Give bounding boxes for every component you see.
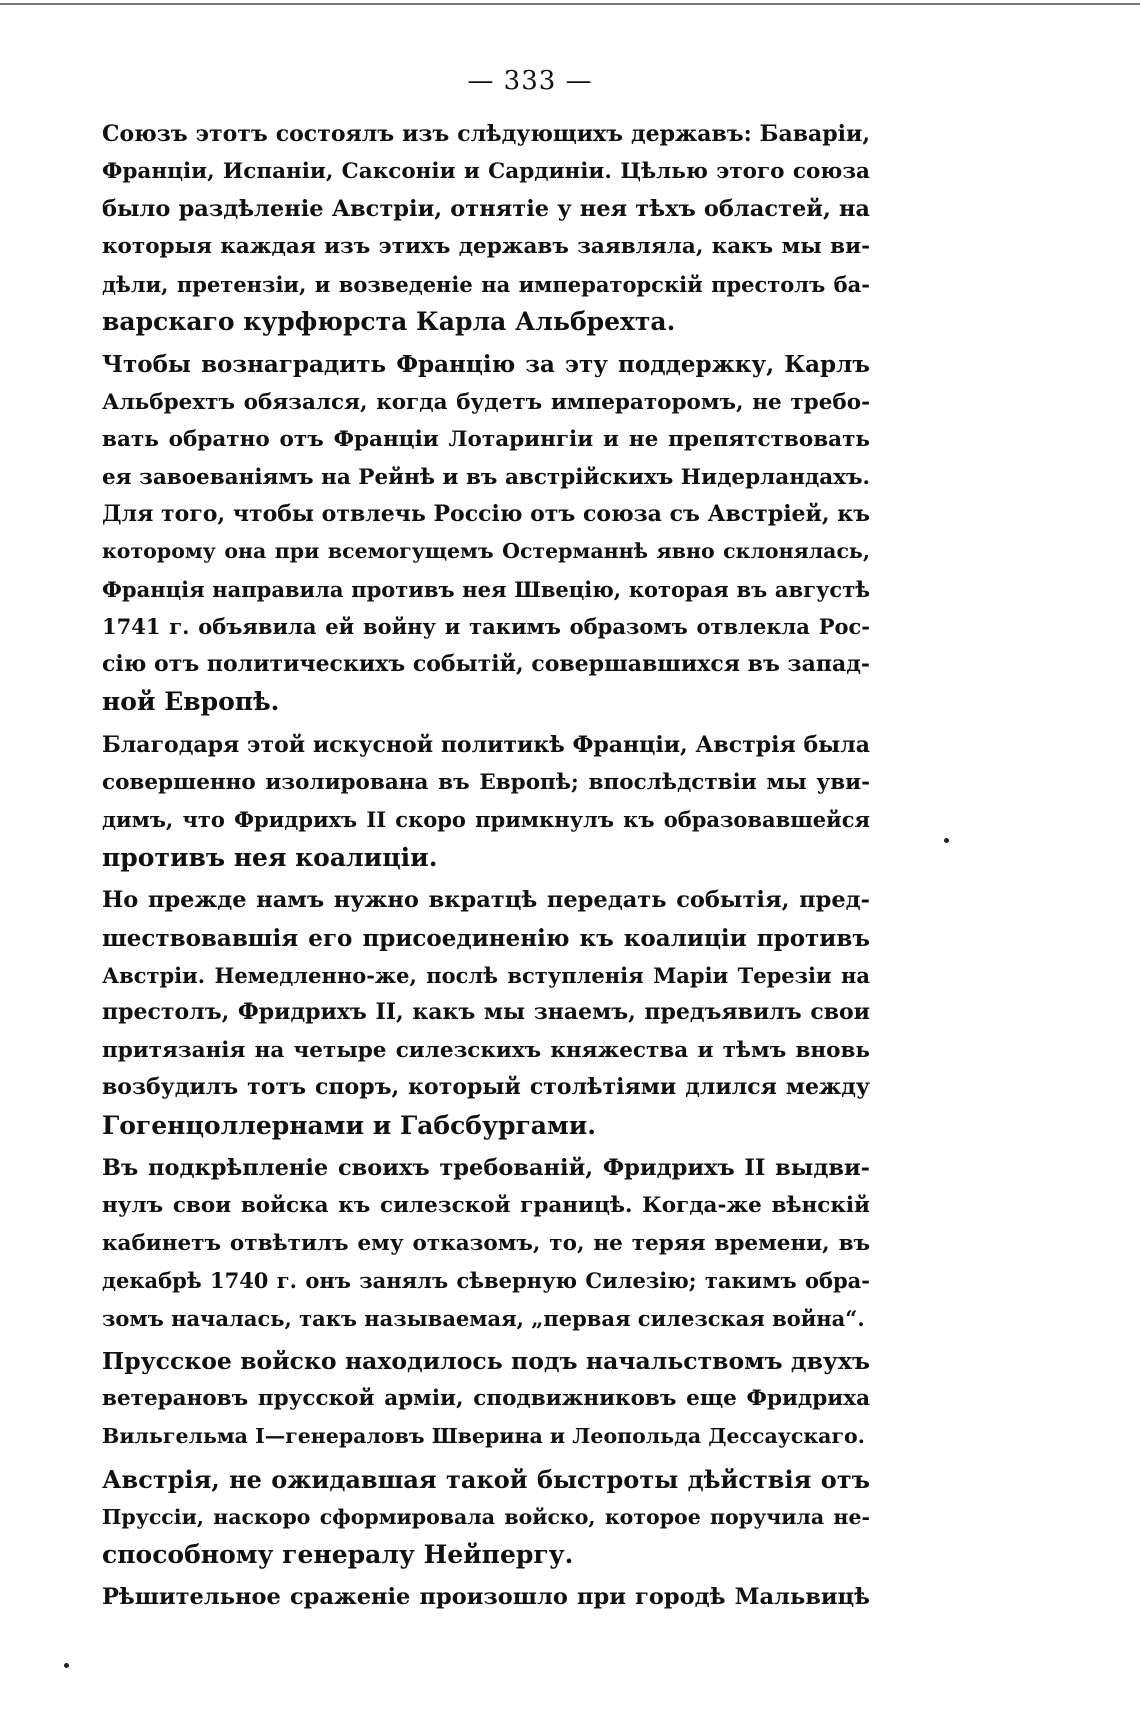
text-line: димъ, что Фридрихъ II скоро примкнулъ къ образовавшейся [102, 807, 870, 833]
text-line: притязанія на четыре силезскихъ княжества и тѣмъ вновь [102, 1037, 870, 1063]
text-line: ветерановъ прусской арміи, сподвижниковъ еще Фридриха [102, 1386, 870, 1412]
text-line: кабинетъ отвѣтилъ ему отказомъ, то, не теряя времени, въ [102, 1230, 870, 1256]
text-line: способному генералу Нейпергу. [102, 1540, 574, 1570]
paragraph-3 [102, 727, 870, 877]
text-line: зомъ началась, такъ называемая, „первая силезская война“. [102, 1305, 865, 1331]
text-line: дѣли, претензіи, и возведеніе на императорскій престолъ ба- [102, 271, 870, 297]
text-line: Въ подкрѣпленіе своихъ требованій, Фридрихъ II выдви- [102, 1154, 870, 1181]
text-line: которому она при всемогущемъ Остерманнѣ явно склонялась, [102, 539, 870, 564]
text-line: Вильгельма I—генераловъ Шверина и Леопольда Дессаускаго. [102, 1423, 865, 1448]
text-line: Альбрехтъ обязался, когда будетъ императоромъ, не требо- [102, 389, 870, 415]
text-line: Для того, чтобы отвлечь Россію отъ союза съ Австріей, къ [102, 501, 870, 528]
text-line: ной Европѣ. [102, 687, 280, 717]
paragraph-1 [102, 116, 870, 340]
text-line: Но прежде намъ нужно вкратцѣ передать событія, пред- [102, 887, 870, 914]
text-line: Союзъ этотъ состоялъ изъ слѣдующихъ державъ: Баваріи, [102, 121, 870, 147]
text-line: Прусское войско находилось подъ начальствомъ двухъ [102, 1347, 870, 1375]
page-top-edge [0, 3, 1140, 5]
text-line: возбудилъ тотъ споръ, который столѣтіями длился между [102, 1074, 870, 1101]
page-body [102, 116, 870, 1623]
text-line: шествовавшія его присоединенію къ коалиціи противъ [102, 924, 870, 952]
paragraph-7 [102, 1461, 870, 1573]
text-line: Австрія, не ожидавшая такой быстроты дѣйствія отъ [102, 1465, 870, 1495]
text-line: Франція направила противъ нея Швецію, которая въ августѣ [102, 576, 870, 602]
text-line: Рѣшительное сраженіе произошло при городѣ Мальвицѣ [102, 1584, 870, 1611]
paragraph-8 [102, 1579, 870, 1616]
text-line: нулъ свои войска къ силезской границѣ. Когда-же вѣнскій [102, 1193, 870, 1219]
paragraph-5 [102, 1150, 870, 1337]
text-line: Австріи. Немедленно-же, послѣ вступленія Маріи Терезіи на [102, 962, 870, 988]
text-line: которыя каждая изъ этихъ державъ заявляла, какъ мы ви- [102, 234, 870, 260]
paragraph-2 [102, 346, 870, 720]
text-line: совершенно изолирована въ Европѣ; впослѣдствіи мы уви- [102, 769, 870, 795]
text-line: 1741 г. объявила ей войну и такимъ образомъ отвлекла Рос- [102, 614, 870, 640]
text-line: декабрѣ 1740 г. онъ занялъ сѣверную Силезію; такимъ обра- [102, 1268, 870, 1294]
text-line: Чтобы вознаградить Францію за эту поддержку, Карлъ [102, 351, 870, 379]
text-line: сію отъ политическихъ событій, совершавшихся въ запад- [102, 650, 870, 677]
text-line: ея завоеваніямъ на Рейнѣ и въ австрійскихъ Нидерландахъ. [102, 464, 870, 490]
text-line: вать обратно отъ Франціи Лотарингіи и не препятствовать [102, 427, 870, 453]
text-line: было раздѣленіе Австріи, отнятіе у нея тѣхъ областей, на [102, 195, 870, 222]
ink-speck [64, 1663, 69, 1668]
text-line: Благодаря этой искусной политикѣ Франціи, Австрія была [102, 731, 870, 758]
paragraph-4 [102, 882, 870, 1144]
text-line: Гогенцоллернами и Габсбургами. [102, 1110, 596, 1140]
text-line: престолъ, Фридрихъ II, какъ мы знаемъ, предъявилъ свои [102, 999, 870, 1026]
text-line: варскаго курфюрста Карла Альбрехта. [102, 307, 676, 337]
paragraph-6 [102, 1343, 870, 1455]
text-line: Франціи, Испаніи, Саксоніи и Сардиніи. Цѣлью этого союза [102, 159, 870, 185]
text-line: противъ нея коалиціи. [102, 842, 438, 872]
ink-speck [944, 838, 949, 843]
text-line: Пруссіи, наскоро сформировала войско, которое поручила не- [102, 1504, 870, 1529]
page-number: — 333 — [467, 66, 593, 96]
